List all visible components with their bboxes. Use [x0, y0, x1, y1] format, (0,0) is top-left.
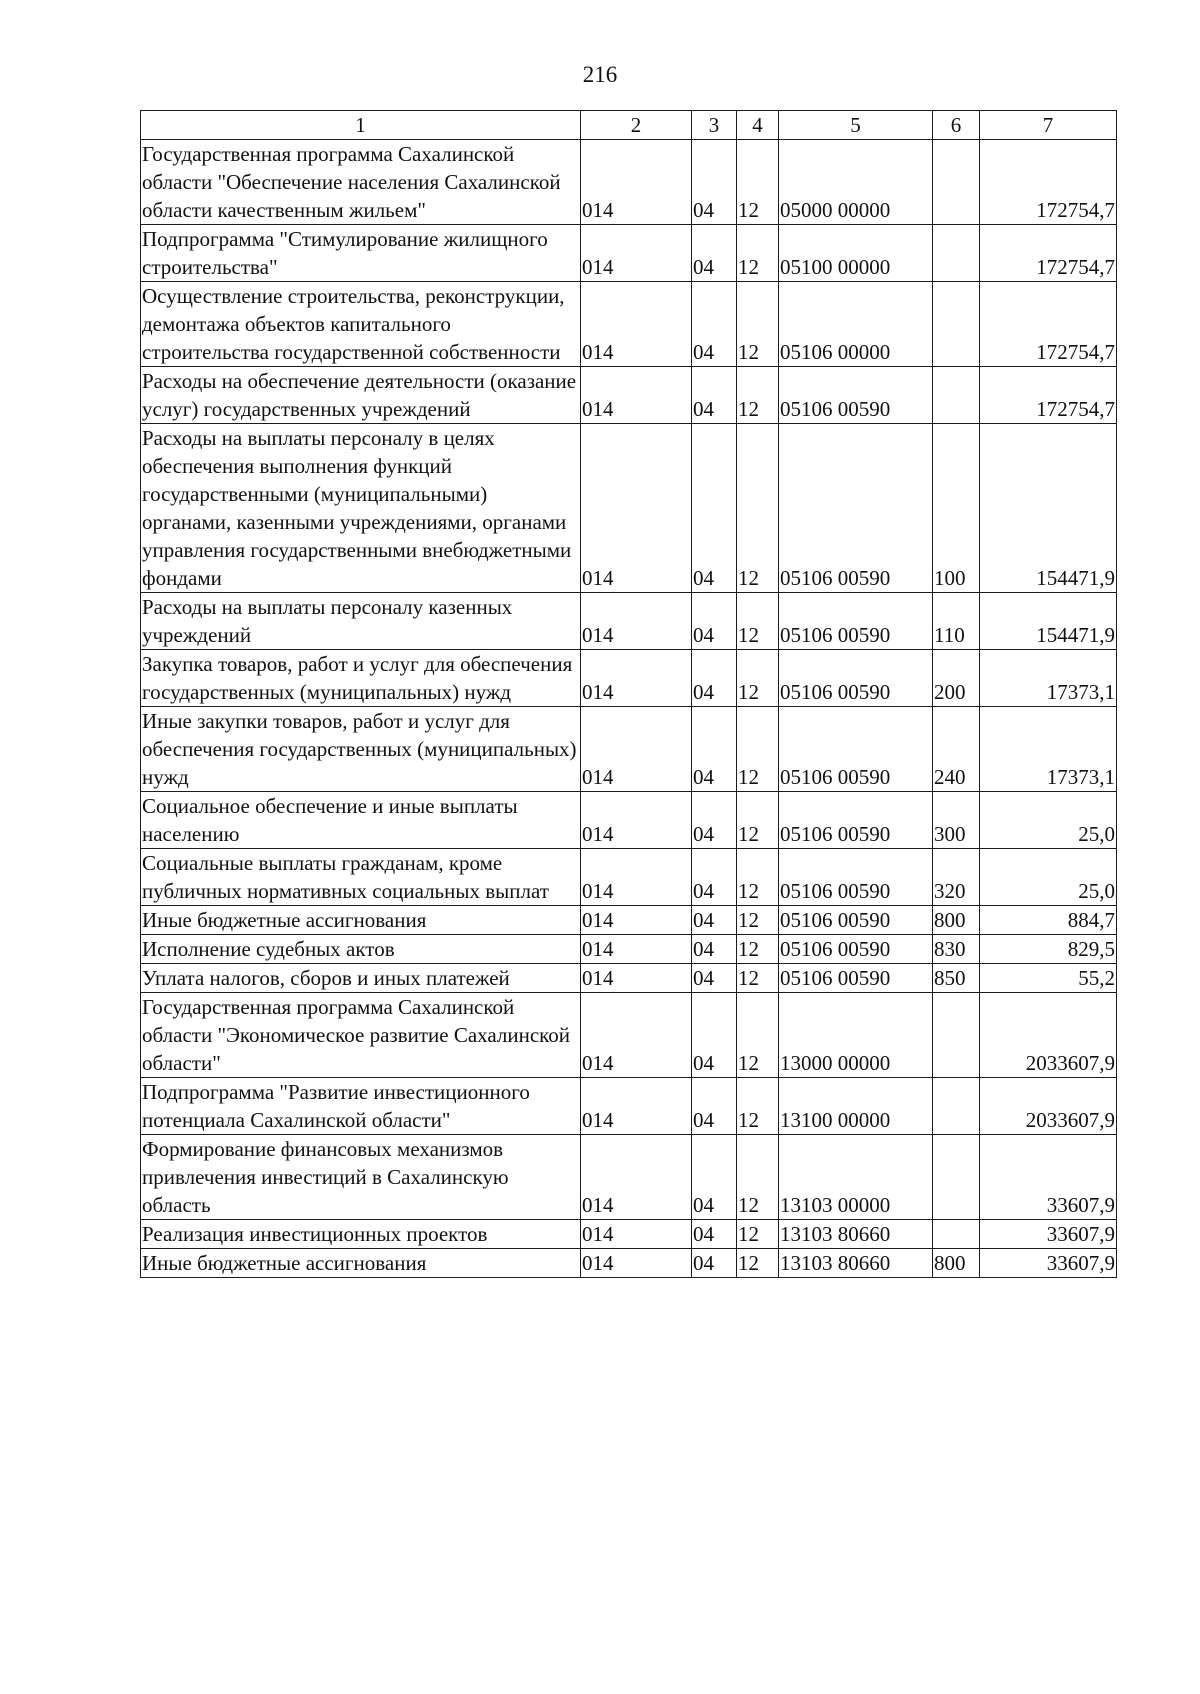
table-row	[141, 367, 1117, 424]
subsection-code-cell: 12	[737, 993, 779, 1078]
ministry-code-cell: 014	[581, 1220, 692, 1249]
section-code-cell: 04	[692, 593, 737, 650]
expense-type-cell: 800	[933, 906, 980, 935]
table-row	[141, 935, 1117, 964]
column-header-ministry: 2	[581, 111, 692, 140]
subsection-code-cell: 12	[737, 964, 779, 993]
target-article-cell: 13103 80660	[779, 1220, 933, 1249]
row-name-cell: Иные закупки товаров, работ и услуг для обеспечения государственных (муниципальных) нужд	[141, 707, 581, 792]
expense-type-cell	[933, 367, 980, 424]
target-article-cell: 05106 00590	[779, 935, 933, 964]
amount-cell: 172754,7	[980, 367, 1117, 424]
amount-cell: 55,2	[980, 964, 1117, 993]
expense-type-cell	[933, 1078, 980, 1135]
section-code-cell: 04	[692, 1249, 737, 1278]
target-article-cell: 13100 00000	[779, 1078, 933, 1135]
ministry-code-cell: 014	[581, 935, 692, 964]
expense-type-cell: 800	[933, 1249, 980, 1278]
row-name-cell: Расходы на выплаты персоналу в целях обеспечения выполнения функций государственными (муниципальными) органами, казенными учреждениями, органами управления государственными внебюджетными фондами	[141, 424, 581, 593]
budget-table	[140, 110, 1117, 1278]
section-code-cell: 04	[692, 424, 737, 593]
target-article-cell: 05106 00590	[779, 650, 933, 707]
row-name-cell: Иные бюджетные ассигнования	[141, 906, 581, 935]
ministry-code-cell: 014	[581, 282, 692, 367]
target-article-cell: 05000 00000	[779, 140, 933, 225]
ministry-code-cell: 014	[581, 993, 692, 1078]
target-article-cell: 05106 00590	[779, 792, 933, 849]
subsection-code-cell: 12	[737, 650, 779, 707]
table-body	[141, 140, 1117, 1278]
ministry-code-cell: 014	[581, 593, 692, 650]
target-article-cell: 05106 00590	[779, 424, 933, 593]
table-row	[141, 1249, 1117, 1278]
expense-type-cell: 240	[933, 707, 980, 792]
section-code-cell: 04	[692, 707, 737, 792]
section-code-cell: 04	[692, 140, 737, 225]
row-name-cell: Иные бюджетные ассигнования	[141, 1249, 581, 1278]
table-row	[141, 707, 1117, 792]
amount-cell: 2033607,9	[980, 1078, 1117, 1135]
amount-cell: 172754,7	[980, 225, 1117, 282]
expense-type-cell: 830	[933, 935, 980, 964]
section-code-cell: 04	[692, 367, 737, 424]
ministry-code-cell: 014	[581, 367, 692, 424]
row-name-cell: Государственная программа Сахалинской области "Экономическое развитие Сахалинской области"	[141, 993, 581, 1078]
table-row	[141, 650, 1117, 707]
expense-type-cell	[933, 1135, 980, 1220]
subsection-code-cell: 12	[737, 1249, 779, 1278]
expense-type-cell	[933, 225, 980, 282]
section-code-cell: 04	[692, 935, 737, 964]
subsection-code-cell: 12	[737, 792, 779, 849]
table-row	[141, 1078, 1117, 1135]
target-article-cell: 05106 00590	[779, 964, 933, 993]
section-code-cell: 04	[692, 650, 737, 707]
subsection-code-cell: 12	[737, 225, 779, 282]
table-row	[141, 964, 1117, 993]
section-code-cell: 04	[692, 282, 737, 367]
ministry-code-cell: 014	[581, 964, 692, 993]
subsection-code-cell: 12	[737, 849, 779, 906]
table-row	[141, 993, 1117, 1078]
column-header-target-article: 5	[779, 111, 933, 140]
section-code-cell: 04	[692, 225, 737, 282]
expense-type-cell	[933, 140, 980, 225]
row-name-cell: Подпрограмма "Развитие инвестиционного потенциала Сахалинской области"	[141, 1078, 581, 1135]
column-header-name: 1	[141, 111, 581, 140]
amount-cell: 17373,1	[980, 707, 1117, 792]
ministry-code-cell: 014	[581, 792, 692, 849]
subsection-code-cell: 12	[737, 282, 779, 367]
target-article-cell: 05106 00590	[779, 367, 933, 424]
amount-cell: 33607,9	[980, 1135, 1117, 1220]
table-row	[141, 1135, 1117, 1220]
table-row	[141, 424, 1117, 593]
row-name-cell: Государственная программа Сахалинской области "Обеспечение населения Сахалинской области качественным жильем"	[141, 140, 581, 225]
section-code-cell: 04	[692, 964, 737, 993]
amount-cell: 33607,9	[980, 1220, 1117, 1249]
ministry-code-cell: 014	[581, 707, 692, 792]
target-article-cell: 05106 00590	[779, 906, 933, 935]
ministry-code-cell: 014	[581, 1135, 692, 1220]
table-row	[141, 906, 1117, 935]
amount-cell: 25,0	[980, 849, 1117, 906]
ministry-code-cell: 014	[581, 424, 692, 593]
target-article-cell: 05106 00000	[779, 282, 933, 367]
row-name-cell: Реализация инвестиционных проектов	[141, 1220, 581, 1249]
subsection-code-cell: 12	[737, 906, 779, 935]
row-name-cell: Закупка товаров, работ и услуг для обеспечения государственных (муниципальных) нужд	[141, 650, 581, 707]
table-row	[141, 225, 1117, 282]
subsection-code-cell: 12	[737, 1135, 779, 1220]
ministry-code-cell: 014	[581, 1249, 692, 1278]
amount-cell: 25,0	[980, 792, 1117, 849]
amount-cell: 884,7	[980, 906, 1117, 935]
ministry-code-cell: 014	[581, 849, 692, 906]
amount-cell: 829,5	[980, 935, 1117, 964]
section-code-cell: 04	[692, 792, 737, 849]
ministry-code-cell: 014	[581, 140, 692, 225]
ministry-code-cell: 014	[581, 1078, 692, 1135]
row-name-cell: Социальное обеспечение и иные выплаты населению	[141, 792, 581, 849]
expense-type-cell	[933, 993, 980, 1078]
target-article-cell: 05106 00590	[779, 707, 933, 792]
subsection-code-cell: 12	[737, 1078, 779, 1135]
expense-type-cell: 110	[933, 593, 980, 650]
subsection-code-cell: 12	[737, 935, 779, 964]
subsection-code-cell: 12	[737, 707, 779, 792]
expense-type-cell	[933, 1220, 980, 1249]
section-code-cell: 04	[692, 1135, 737, 1220]
expense-type-cell: 100	[933, 424, 980, 593]
ministry-code-cell: 014	[581, 650, 692, 707]
row-name-cell: Подпрограмма "Стимулирование жилищного строительства"	[141, 225, 581, 282]
section-code-cell: 04	[692, 1220, 737, 1249]
amount-cell: 17373,1	[980, 650, 1117, 707]
table-row	[141, 282, 1117, 367]
row-name-cell: Расходы на обеспечение деятельности (оказание услуг) государственных учреждений	[141, 367, 581, 424]
column-header-subsection: 4	[737, 111, 779, 140]
table-row	[141, 1220, 1117, 1249]
subsection-code-cell: 12	[737, 367, 779, 424]
row-name-cell: Социальные выплаты гражданам, кроме публичных нормативных социальных выплат	[141, 849, 581, 906]
amount-cell: 172754,7	[980, 282, 1117, 367]
target-article-cell: 13103 80660	[779, 1249, 933, 1278]
row-name-cell: Исполнение судебных актов	[141, 935, 581, 964]
expense-type-cell	[933, 282, 980, 367]
page-number: 216	[582, 62, 618, 87]
section-code-cell: 04	[692, 849, 737, 906]
amount-cell: 172754,7	[980, 140, 1117, 225]
expense-type-cell: 320	[933, 849, 980, 906]
table-row	[141, 140, 1117, 225]
row-name-cell: Расходы на выплаты персоналу казенных учреждений	[141, 593, 581, 650]
column-header-amount: 7	[980, 111, 1117, 140]
target-article-cell: 05100 00000	[779, 225, 933, 282]
column-header-section: 3	[692, 111, 737, 140]
amount-cell: 154471,9	[980, 424, 1117, 593]
ministry-code-cell: 014	[581, 906, 692, 935]
table-row	[141, 849, 1117, 906]
subsection-code-cell: 12	[737, 140, 779, 225]
amount-cell: 154471,9	[980, 593, 1117, 650]
ministry-code-cell: 014	[581, 225, 692, 282]
target-article-cell: 05106 00590	[779, 593, 933, 650]
row-name-cell: Формирование финансовых механизмов привлечения инвестиций в Сахалинскую область	[141, 1135, 581, 1220]
section-code-cell: 04	[692, 993, 737, 1078]
header-row	[141, 111, 1117, 140]
target-article-cell: 13000 00000	[779, 993, 933, 1078]
subsection-code-cell: 12	[737, 1220, 779, 1249]
target-article-cell: 13103 00000	[779, 1135, 933, 1220]
table-row	[141, 593, 1117, 650]
row-name-cell: Осуществление строительства, реконструкции, демонтажа объектов капитального строительства государственной собственности	[141, 282, 581, 367]
amount-cell: 33607,9	[980, 1249, 1117, 1278]
table-row	[141, 792, 1117, 849]
expense-type-cell: 850	[933, 964, 980, 993]
expense-type-cell: 200	[933, 650, 980, 707]
expense-type-cell: 300	[933, 792, 980, 849]
section-code-cell: 04	[692, 1078, 737, 1135]
subsection-code-cell: 12	[737, 424, 779, 593]
column-header-expense-type: 6	[933, 111, 980, 140]
section-code-cell: 04	[692, 906, 737, 935]
target-article-cell: 05106 00590	[779, 849, 933, 906]
amount-cell: 2033607,9	[980, 993, 1117, 1078]
row-name-cell: Уплата налогов, сборов и иных платежей	[141, 964, 581, 993]
subsection-code-cell: 12	[737, 593, 779, 650]
